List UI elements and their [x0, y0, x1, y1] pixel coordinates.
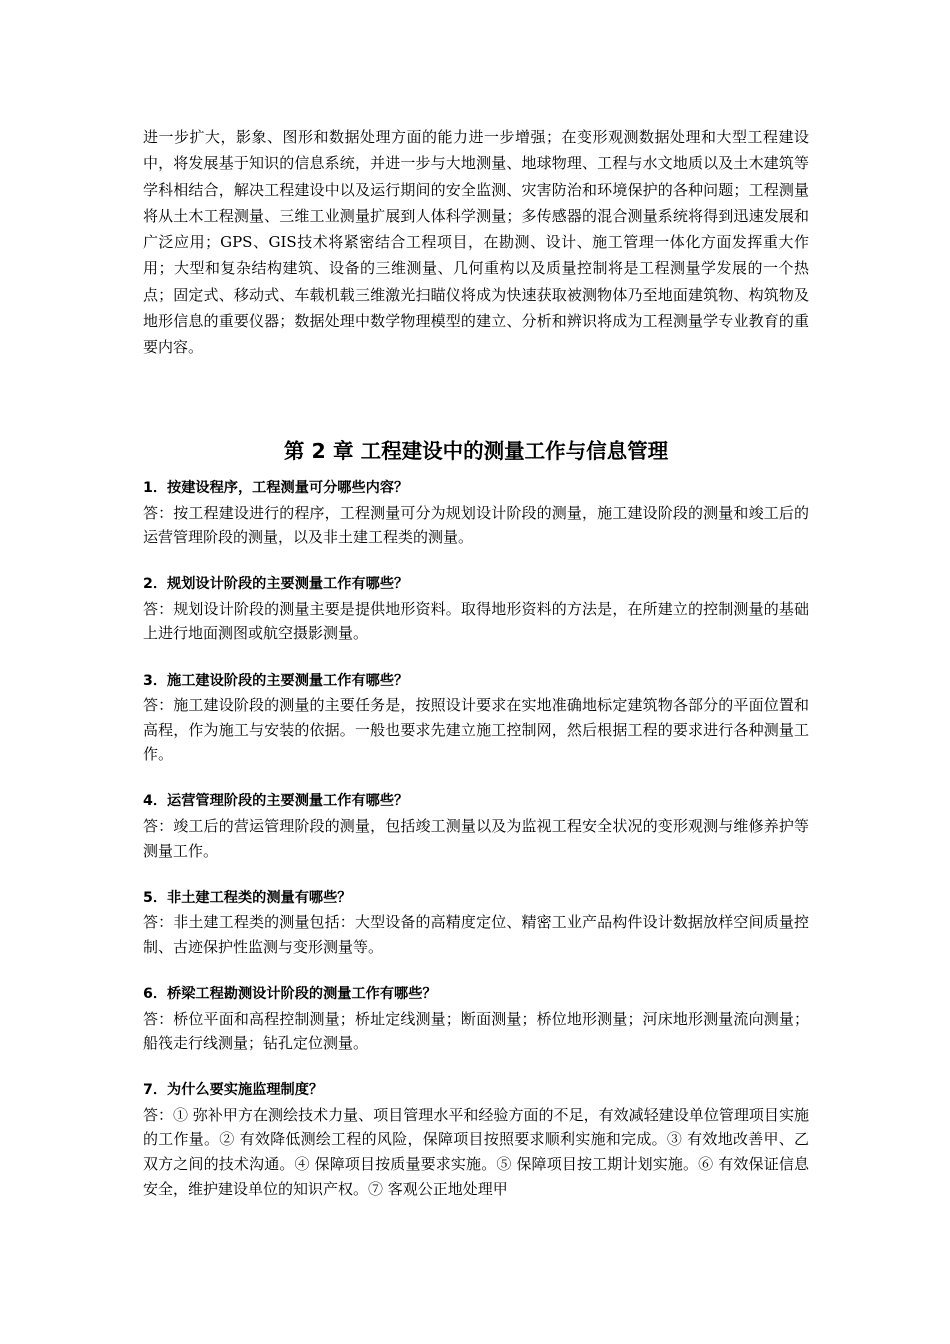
qa-list	[143, 476, 809, 1224]
question-4: 4．运营管理阶段的主要测量工作有哪些？	[143, 793, 409, 810]
qa-item-1	[143, 476, 809, 550]
answer-4: 答：竣工后的营运管理阶段的测量，包括竣工测量以及为监视工程安全状况的变形观测与维修养护等测量工作。	[143, 817, 809, 860]
document-page	[143, 124, 809, 1198]
qa-item-3	[143, 669, 809, 767]
question-5: 5．非土建工程类的测量有哪些？	[143, 889, 352, 906]
answer-3: 答：施工建设阶段的测量的主要任务是，按照设计要求在实地准确地标定建筑物各部分的平面位置和高程，作为施工与安装的依据。一般也要求先建立施工控制网，然后根据工程的要求进行各种测量工作。	[143, 696, 809, 764]
qa-item-7	[143, 1078, 809, 1201]
chapter-title: 第 2 章 工程建设中的测量工作与信息管理	[283, 439, 669, 463]
question-2: 2．规划设计阶段的主要测量工作有哪些？	[143, 576, 409, 593]
qa-item-5	[143, 886, 809, 960]
qa-item-2	[143, 572, 809, 646]
answer-6: 答：桥位平面和高程控制测量；桥址定线测量；断面测量；桥位地形测量；河床地形测量流向测量；船筏走行线测量；钻孔定位测量。	[143, 1009, 809, 1053]
question-1: 1．按建设程序，工程测量可分哪些内容？	[143, 480, 409, 496]
question-7: 7．为什么要实施监理制度？	[143, 1082, 324, 1099]
qa-item-4	[143, 789, 809, 863]
question-3: 3．施工建设阶段的主要测量工作有哪些？	[143, 672, 409, 689]
answer-2: 答：规划设计阶段的测量主要是提供地形资料。取得地形资料的方法是，在所建立的控制测量的基础上进行地面测图或航空摄影测量。	[143, 599, 809, 643]
answer-5: 答：非土建工程类的测量包括：大型设备的高精度定位、精密工业产品构件设计数据放样空间质量控制、古迹保护性监测与变形测量等。	[143, 913, 809, 956]
qa-item-6	[143, 982, 809, 1056]
answer-1: 答：按工程建设进行的程序，工程测量可分为规划设计阶段的测量，施工建设阶段的测量和竣工后的运营管理阶段的测量，以及非土建工程类的测量。	[143, 503, 809, 547]
intro-paragraph: 进一步扩大，影象、图形和数据处理方面的能力进一步增强；在变形观测数据处理和大型工程建设中，将发展基于知识的信息系统，并进一步与大地测量、地球物理、工程与水文地质以及土木建筑等学科相结合，解决工程建设中以及运行期间的安全监测、灾害防治和环境保护的各种问题；工程测量将从土木工程测量、三维工业测量扩展到人体科学测量；多传感器的混合测量系统将得到迅速发展和广泛应用；GPS、GIS技术将紧密结合工程项目，在勘测、设计、施工管理一体化方面发挥重大作用；大型和复杂结构建筑、设备的三维测量、几何重构以及质量控制将是工程测量学发展的一个热点；固定式、移动式、车载机载三维激光扫瞄仪将成为快速获取被测物体乃至地面建筑物、构筑物及地形信息的重要仪器；数据处理中数学物理模型的建立、分析和辨识将成为工程测量学专业教育的重要内容。	[143, 128, 809, 357]
question-6: 6．桥梁工程勘测设计阶段的测量工作有哪些？	[143, 986, 437, 1002]
answer-7: 答：① 弥补甲方在测绘技术力量、项目管理水平和经验方面的不足，有效减轻建设单位管理项目实施的工作量。② 有效降低测绘工程的风险，保障项目按照要求顺利实施和完成。③ 有效地改善甲、乙双方之间的技术沟通。④ 保障项目按质量要求实施。⑤ 保障项目按工期计划实施。⑥ 有效保证信息安全，维护建设单位的知识产权。⑦ 客观公正地处理甲	[143, 1105, 809, 1198]
